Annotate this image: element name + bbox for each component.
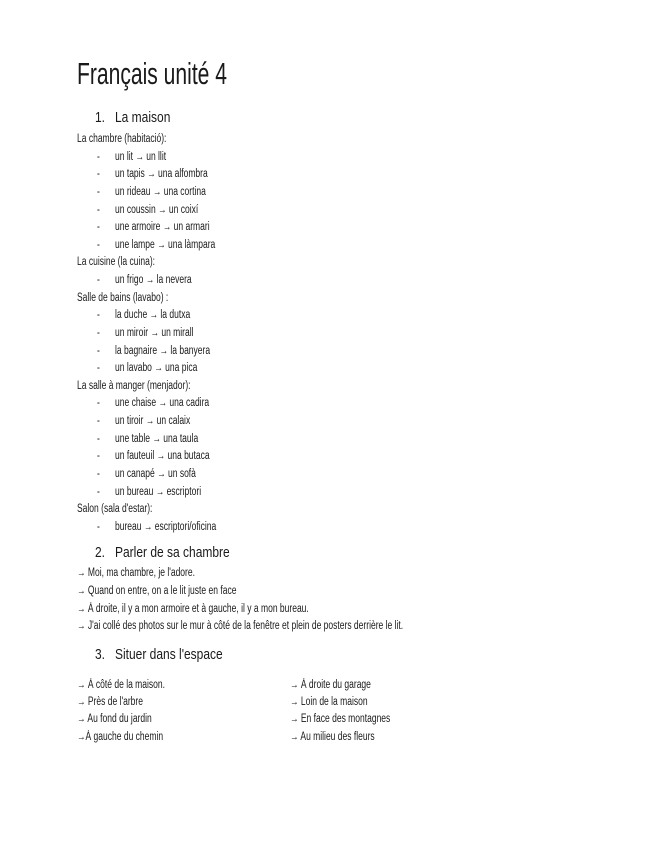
list-item-text: une lampe → una làmpara <box>115 238 216 251</box>
group-label <box>77 378 637 396</box>
situer-left-column <box>77 677 290 746</box>
location-phrase <box>77 694 290 711</box>
document-page <box>77 0 637 746</box>
sentence-text: → Moi, ma chambre, je l'adore. <box>77 567 195 580</box>
group-label-text: La chambre (habitació): <box>77 133 167 145</box>
list-item-text: un coussin → un coixí <box>115 203 199 216</box>
list-item-text: bureau → escriptori/oficina <box>115 520 217 533</box>
bullet-dash: - <box>97 274 100 286</box>
list-item-text: un canapé → un sofà <box>115 467 196 480</box>
list-item <box>77 431 637 449</box>
list-item <box>77 519 637 537</box>
sentence-line <box>77 583 637 601</box>
location-phrase <box>77 729 290 746</box>
list-item-text: la bagnaire → la banyera <box>115 344 211 357</box>
section-heading-la-maison: 1. La maison <box>95 109 171 126</box>
sentence-text: → À droite, il y a mon armoire et à gauche, il y a mon bureau. <box>77 602 309 615</box>
list-item-text: un bureau → escriptori <box>115 485 202 498</box>
situer-right-column <box>290 677 550 746</box>
group-label <box>77 254 637 272</box>
bullet-dash: - <box>97 326 100 339</box>
location-phrase <box>290 729 550 746</box>
bullet-dash: - <box>97 309 100 322</box>
list-item <box>77 166 637 184</box>
group-label <box>77 290 637 308</box>
list-item <box>77 360 637 378</box>
sentence-line <box>77 601 637 619</box>
list-item <box>77 272 637 290</box>
list-item-text: un tiroir → un calaix <box>115 415 191 427</box>
list-item-text: un tapis → una alfombra <box>115 168 208 181</box>
list-item-text: une armoire → un armari <box>115 221 210 234</box>
bullet-dash: - <box>97 168 100 181</box>
location-phrase-text: → À droite du garage <box>290 678 371 691</box>
list-item-text: une table → una taula <box>115 432 199 445</box>
list-item <box>77 237 637 255</box>
location-phrase-text: → Près de l'arbre <box>77 696 143 709</box>
list-item-text: un lavabo → una pica <box>115 362 198 375</box>
group-label-text: Salle de bains (lavabo) : <box>77 291 169 304</box>
list-item <box>77 395 637 413</box>
bullet-dash: - <box>97 203 100 216</box>
list-item <box>77 184 637 202</box>
list-item-text: un fauteuil → una butaca <box>115 450 210 463</box>
location-phrase-text: → Loin de la maison <box>290 696 368 709</box>
bullet-dash: - <box>97 362 100 375</box>
list-item <box>77 343 637 361</box>
bullet-dash: - <box>97 397 100 410</box>
list-item <box>77 307 637 325</box>
bullet-dash: - <box>97 432 100 445</box>
bullet-dash: - <box>97 467 100 480</box>
section-heading-parler: 2. Parler de sa chambre <box>95 544 230 562</box>
group-label-text: La cuisine (la cuina): <box>77 256 156 269</box>
location-phrase-text: → À côté de la maison. <box>77 678 165 691</box>
document-title: Français unité 4 <box>77 56 227 91</box>
location-phrase-text: → Au milieu des fleurs <box>290 730 375 743</box>
bullet-dash: - <box>97 150 100 163</box>
list-item-text: un miroir → un mirall <box>115 326 194 339</box>
sentence-line <box>77 618 637 636</box>
location-phrase <box>290 711 550 728</box>
bullet-dash: - <box>97 520 100 533</box>
vocabulary-groups <box>77 131 637 536</box>
list-item-text: un rideau → una cortina <box>115 185 206 198</box>
bullet-dash: - <box>97 485 100 498</box>
section-heading-situer: 3. Situer dans l'espace <box>95 645 223 663</box>
sentence-line <box>77 565 637 583</box>
location-phrase-text: → En face des montagnes <box>290 713 391 726</box>
list-item <box>77 219 637 237</box>
location-phrase <box>290 694 550 711</box>
list-item-text: un frigo → la nevera <box>115 274 192 286</box>
location-phrase <box>77 711 290 728</box>
list-item-text: une chaise → una cadira <box>115 397 210 410</box>
bullet-dash: - <box>97 450 100 463</box>
location-phrase-text: → Au fond du jardin <box>77 713 152 726</box>
parler-lines <box>77 565 637 636</box>
bullet-dash: - <box>97 344 100 357</box>
list-item-text: un lit → un llit <box>115 150 167 163</box>
group-label <box>77 501 637 519</box>
list-item <box>77 325 637 343</box>
bullet-dash: - <box>97 415 100 427</box>
location-phrase <box>290 677 550 694</box>
list-item <box>77 448 637 466</box>
list-item-text: la duche → la dutxa <box>115 309 191 322</box>
list-item <box>77 413 637 431</box>
group-label <box>77 131 637 149</box>
location-phrase-text: →À gauche du chemin <box>77 730 164 743</box>
situer-grid <box>77 677 637 746</box>
bullet-dash: - <box>97 185 100 198</box>
list-item <box>77 202 637 220</box>
bullet-dash: - <box>97 238 100 251</box>
group-label-text: La salle à manger (menjador): <box>77 379 191 392</box>
sentence-text: → J'ai collé des photos sur le mur à côté de la fenêtre et plein de posters derrière le lit. <box>77 620 404 633</box>
list-item <box>77 149 637 167</box>
location-phrase <box>77 677 290 694</box>
bullet-dash: - <box>97 221 100 234</box>
list-item <box>77 466 637 484</box>
sentence-text: → Quand on entre, on a le lit juste en face <box>77 585 237 597</box>
group-label-text: Salon (sala d'estar): <box>77 503 153 516</box>
list-item <box>77 484 637 502</box>
